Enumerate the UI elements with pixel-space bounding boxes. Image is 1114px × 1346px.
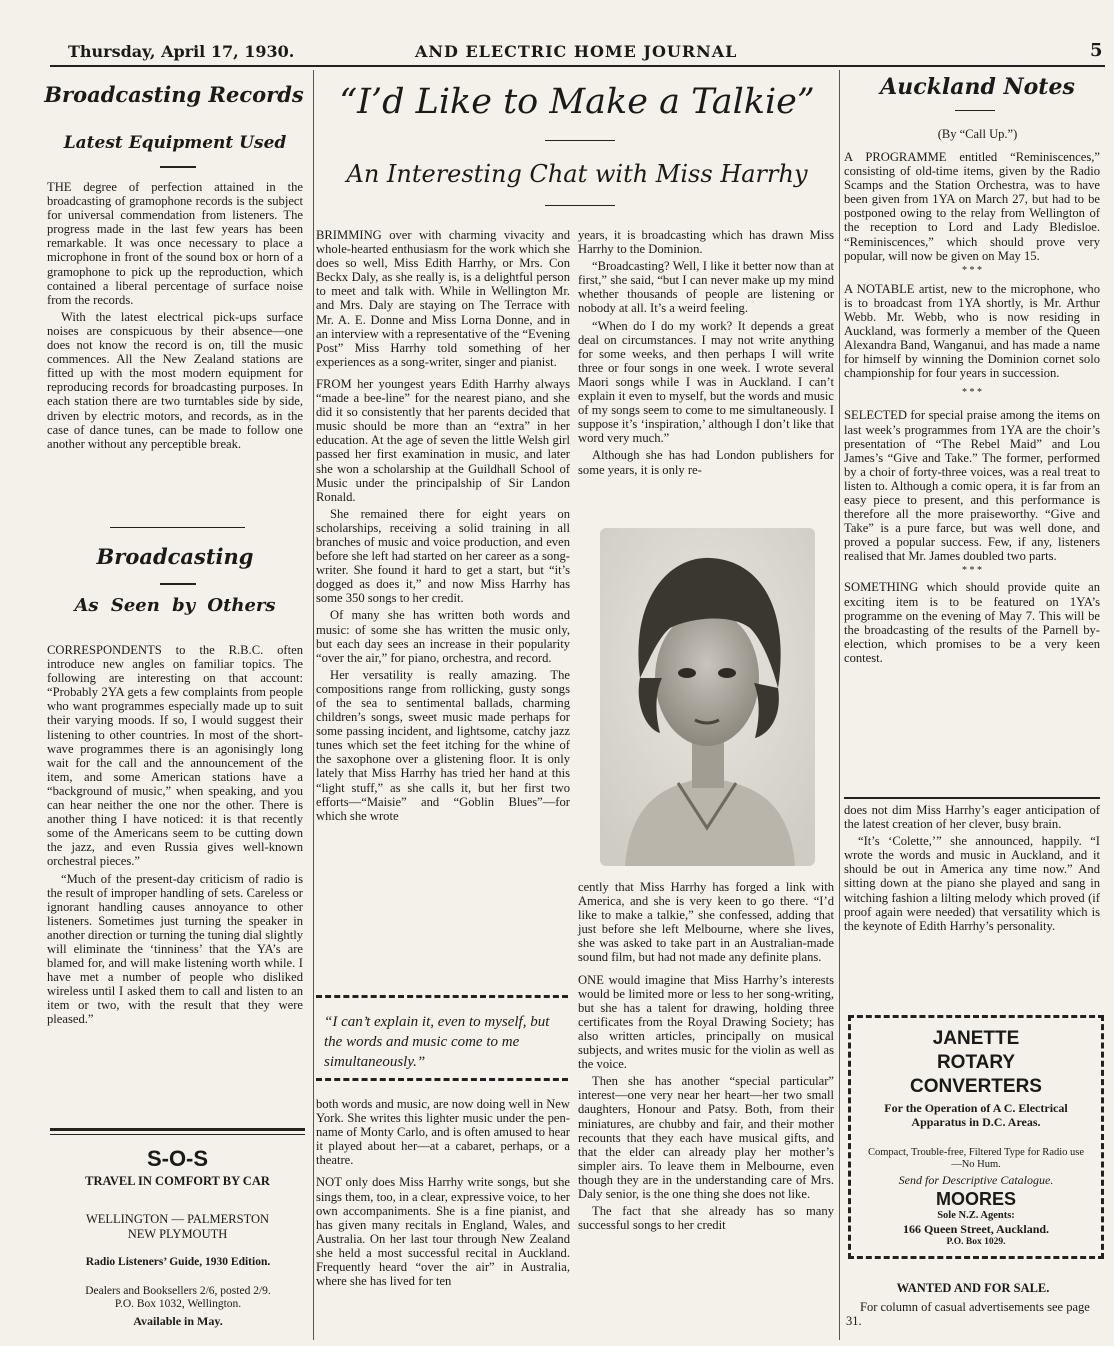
article-paragraph: “Broadcasting? Well, I like it better now than at first,” she said, “but I can never make up my mind whether thousands of people are listening or nobody at all. It’s a weird feeling. xyxy=(578,259,834,316)
article-paragraph: Although she has had London publishers for some years, it is only re- xyxy=(578,448,834,477)
left-section-subtitle-broadcasting: As Seen by Others xyxy=(74,595,276,616)
ad-headline: MOORES xyxy=(935,1189,1016,1209)
pull-quote: “I can’t explain it, even to myself, but the words and music come to me simultaneously.” xyxy=(324,1014,550,1070)
left-section-subtitle-records: Latest Equipment Used xyxy=(63,133,287,153)
article-paragraph: BRIMMING over with charming vivacity and whole-hearted enthusiasm for the work which she does so well, Miss Edith Harrhy, or Mrs. Con Beckx Daly, as she really is, is a delightful person to meet and talk with. While in Wellington Mr. and Mrs. Daly are staying on The Terrace with Mr. A. E. Donne and Miss Lorna Donne, and in an interview with a representative of the “Evening Post” Miss Harrhy told something of her experiences as a song-writer, singer and pianist. xyxy=(316,228,570,369)
section-divider xyxy=(110,527,245,528)
header-rule xyxy=(50,65,1105,67)
ad-text: Sole N.Z. Agents: xyxy=(937,1210,1015,1221)
article-paragraph: A NOTABLE artist, new to the microphone, who is to broadcast from 1YA shortly, is Mr. Arthur Webb. Mr. Webb, who is now residing in Auckland, was formerly a member of the Queen Alexandra Band, Wanganui, and has made a name for himself by winning the Dominion cornet solo championship for four years in succession. xyxy=(844,281,1100,381)
headline-rule xyxy=(545,205,615,206)
article-paragraph: “It’s ‘Colette,’” she announced, happily. “I wrote the words and music in Auckland, and it should be out in America any time now.” And sitting down at the piano she played and sang in witching fashion a lilting melody which proved (if proof again were needed) that versatility which is the keynote of Edith Harrhy’s personality. xyxy=(844,834,1100,933)
article-paragraph: The fact that she already has so many successful songs to her credit xyxy=(578,1204,834,1233)
article-paragraph: “When do I do my work? It depends a great deal on circumstances. I may not write anything for some weeks, and then perhaps I will write three or four songs in one week. I wrote several Maori songs while I was in Auckland. I can’t explain it even to myself, but the words and music of my songs seem to come to me simultaneously. I suppose it’s ‘inspiration,’ although I don’t like that word very much.” xyxy=(578,318,834,446)
column-rule-2 xyxy=(839,70,840,1340)
short-rule xyxy=(955,110,995,111)
article-paragraph: SOMETHING which should provide quite an exciting item is to be featured on 1YA’s programme on the evening of May 7. This will be the broadcasting of the results of the Parnell by-election, which promises to be a very keen contest. xyxy=(844,580,1100,665)
sos-ad-line: Dealers and Booksellers 2/6, posted 2/9. xyxy=(85,1285,271,1297)
ad-text: Send for Descriptive Catalogue. xyxy=(898,1173,1054,1187)
ad-headline: CONVERTERS xyxy=(910,1076,1042,1097)
article-paragraph: CORRESPONDENTS to the R.B.C. often introduce new angles on familiar topics. The following are interesting on that account: “Probably 2YA gets a few complaints from people who want programmes especially made up to suit their varying moods. If so, I would suggest their listening to other countries. In most of the short-wave programmes there is an agonisingly long wait for the call and the announcement of the item, and some American stations have a “background of music,” when speaking, and you can hear neither the one nor the other. There is another thing I have noticed: it is that recently some of the Americans seem to be cutting down the jazz, and even Russia gives well-known orchestral pieces.” xyxy=(47,643,303,869)
article-paragraph: “Much of the present-day criticism of radio is the result of improper handling of sets. Careless or ignorant handling causes annoyance to other listeners. Sometimes just turning the speaker in another direction or turning the tuning dial slightly will eliminate the ‘tinniness’ that the YA’s are blamed for, and will make listening worth while. I have met a number of people who disliked wireless until I asked them to call and listen to an item or two, with the result that they were pleased.” xyxy=(47,871,303,1027)
wanted-for-sale-title: WANTED AND FOR SALE. xyxy=(896,1281,1050,1295)
sos-ad-line: Radio Listeners’ Guide, 1930 Edition. xyxy=(85,1256,271,1268)
article-paragraph: does not dim Miss Harrhy’s eager anticipation of the latest creation of her clever, busy brain. xyxy=(844,803,1100,832)
section-divider xyxy=(844,797,1100,799)
headline-rule xyxy=(545,140,615,141)
left-section-title-broadcasting: Broadcasting xyxy=(96,544,254,569)
article-paragraph: years, it is broadcasting which has drawn Miss Harrhy to the Dominion. xyxy=(578,228,834,257)
ad-text: For the Operation of A C. Electrical Apparatus in D.C. Areas. xyxy=(884,1101,1068,1129)
article-paragraph: cently that Miss Harrhy has forged a link with America, and she is very keen to go there. “I’d like to make a talkie,” she confessed, adding that just before she left Melbourne, where she lives, she was asked to take part in an Australian-made sound film, but had not made any definite plans. xyxy=(578,880,834,965)
article-paragraph: THE degree of perfection attained in the broadcasting of gramophone records is the subject for universal commendation from listeners. The progress made in the last few years has been remarkable. It was once necessary to place a microphone in front of the sound box or horn of a gramophone to pick up the reproduction, which contained a liberal percentage of surface noise from the records. xyxy=(47,180,303,307)
article-paragraph: NOT only does Miss Harrhy write songs, but she sings them, too, in a clear, expressive voice, to her own accompaniments. She is a fine pianist, and has given many recitals in England, Wales, and Australia. On her last tour through New Zealand she held a most successful recital in Auckland. Frequently heard “over the air” in Australia, where she has lived for ten xyxy=(316,1175,570,1289)
article-paragraph: A PROGRAMME entitled “Reminiscences,” consisting of old-time items, given by the Radio Scamps and the Station Orchestra, was to have been given from 1YA on March 27, but had to be postponed owing to the relay from Wellington of the reception to Lord and Lady Bledisloe. “Reminiscences,” which should prove very popular, will now be given on May 15. xyxy=(844,150,1100,263)
auckland-notes-byline: (By “Call Up.”) xyxy=(937,127,1018,141)
left-column-broadcasting xyxy=(47,643,303,1030)
pull-quote-top-border xyxy=(316,995,568,998)
article-paragraph: both words and music, are now doing well in New York. She writes this lighter music under the pen-name of Monty Carlo, and is often amused to hear it played about her—at a cabaret, perhaps, or a theatre. xyxy=(316,1097,570,1168)
article-column-2-bottom xyxy=(578,880,834,1235)
sos-ad-line: WELLINGTON — PALMERSTON xyxy=(85,1212,270,1226)
article-paragraph: Then she has another “special particular” interest—one very near her heart—her two small daughters, Honour and Patsy. Both, from their miniatures, are chubby and fair, and their mother recounts that they each have musical gifts, and that the elder can already play her mother’s simpler airs. To leave them in Melbourne, even though they are in the understanding care of Mrs. Daly senior, is the one thing she does not like. xyxy=(578,1074,834,1201)
ad-text: P.O. Box 1029. xyxy=(946,1237,1006,1247)
section-separator-stars: * * * xyxy=(962,387,982,399)
short-rule xyxy=(160,583,196,585)
auckland-notes-column xyxy=(844,150,1100,668)
pull-quote-bottom-border xyxy=(316,1078,568,1081)
portrait-image xyxy=(600,528,815,866)
article-column-1 xyxy=(316,228,570,826)
header-page-number: 5 xyxy=(1090,40,1103,61)
ad-top-rule xyxy=(50,1128,305,1131)
article-column-1-continued xyxy=(316,1097,570,1291)
sos-ad-title: S-O-S xyxy=(146,1146,209,1171)
article-column-2-top xyxy=(578,228,834,480)
short-rule xyxy=(160,166,196,168)
auckland-notes-title: Auckland Notes xyxy=(880,74,1075,100)
sos-ad-line: P.O. Box 1032, Wellington. xyxy=(114,1298,242,1310)
article-headline: “I’d Like to Make a Talkie” xyxy=(339,82,815,122)
article-paragraph: ONE would imagine that Miss Harrhy’s interests would be limited more or less to her song-writing, but she has a talent for drawing, holding three certificates from the Royal Drawing Society; has also written articles, principally on musical subjects, and writes music for the violin as well as the voice. xyxy=(578,972,834,1072)
ad-top-rule xyxy=(50,1134,305,1135)
header-date: Thursday, April 17, 1930. xyxy=(68,42,295,61)
article-paragraph: She remained there for eight years on scholarships, receiving a solid training in all branches of music and voice production, and even before she left had started on her career as a song-writer. She found it hard to get a start, but “it’s dogged as does it,” and now Miss Harrhy has some 350 songs to her credit. xyxy=(316,506,570,606)
column-rule-1 xyxy=(313,70,314,1340)
ad-headline: JANETTE xyxy=(932,1028,1020,1049)
sos-ad-line: NEW PLYMOUTH xyxy=(127,1227,228,1241)
article-paragraph: With the latest electrical pick-ups surface noises are conspicuous by their absence—one does not know the record is on, till the music commences. All the New Zealand stations are fitted up with the most modern equipment for reproducing records for broadcasting purposes. In each station there are two turntables side by side, driven by electric motors, and records, as in the case of dance tunes, can be made to follow one another without any perceptible break. xyxy=(47,309,303,451)
header-title: AND ELECTRIC HOME JOURNAL xyxy=(415,42,738,61)
section-separator-stars: * * * xyxy=(962,565,982,577)
sos-ad-line: Available in May. xyxy=(133,1314,223,1328)
article-paragraph: SELECTED for special praise among the items on last week’s programmes from 1YA are the choir’s presentation of “The Rebel Maid” and Lou James’s “Give and Take.” The former, performed by a choir of forty-three voices, was a real treat to listen to. Although a comic opera, it is far from an easy piece to present, and this performance is therefore all the more praiseworthy. “Give and Take” is a pure farce, but was well done, and proved a popular success. Few, if any, listeners realised that Mr. James doubled two parts. xyxy=(844,408,1100,564)
article-paragraph: Of many she has written both words and music: of some she has written the music only, but each day sees an increase in their popularity “over the air,” for piano, orchestra, and record. xyxy=(316,608,570,665)
article-paragraph: FROM her youngest years Edith Harrhy always “made a bee-line” for the nearest piano, and she did it so consistently that her parents decided that music should be more than an “extra” in her education. At the age of seven the little Welsh girl passed her first examination in music, and later she won a scholarship at the Guildhall School of Music under the principalship of Sir Landon Ronald. xyxy=(316,376,570,504)
left-section-title-records: Broadcasting Records xyxy=(44,82,304,107)
ad-headline: ROTARY xyxy=(936,1052,1016,1073)
article-subheadline: An Interesting Chat with Miss Harrhy xyxy=(346,160,808,188)
ad-text: Compact, Trouble-free, Filtered Type for Radio use—No Hum. xyxy=(867,1147,1085,1170)
ad-text: 166 Queen Street, Auckland. xyxy=(902,1222,1050,1236)
wanted-for-sale-text: For column of casual advertisements see page 31. xyxy=(846,1300,1090,1328)
article-paragraph: Her versatility is really amazing. The compositions range from rollicking, gusty songs of the sea to sentimental ballads, charming children’s songs, sweet music made perhaps for some passing incident, and lightsome, catchy jazz tunes which set the feet itching for the whine of the saxophone over a glistening floor. It is only lately that Miss Harrhy has tried her hand at this “light stuff,” as she calls it, but her first two efforts—“Maisie” and “Goblin Blues”—for which she wrote xyxy=(316,667,570,823)
left-column-records xyxy=(47,180,303,454)
portrait-photo xyxy=(600,528,815,866)
article-continuation-column xyxy=(844,803,1100,936)
sos-ad-line: TRAVEL IN COMFORT BY CAR xyxy=(85,1174,270,1188)
section-separator-stars: * * * xyxy=(962,264,982,276)
